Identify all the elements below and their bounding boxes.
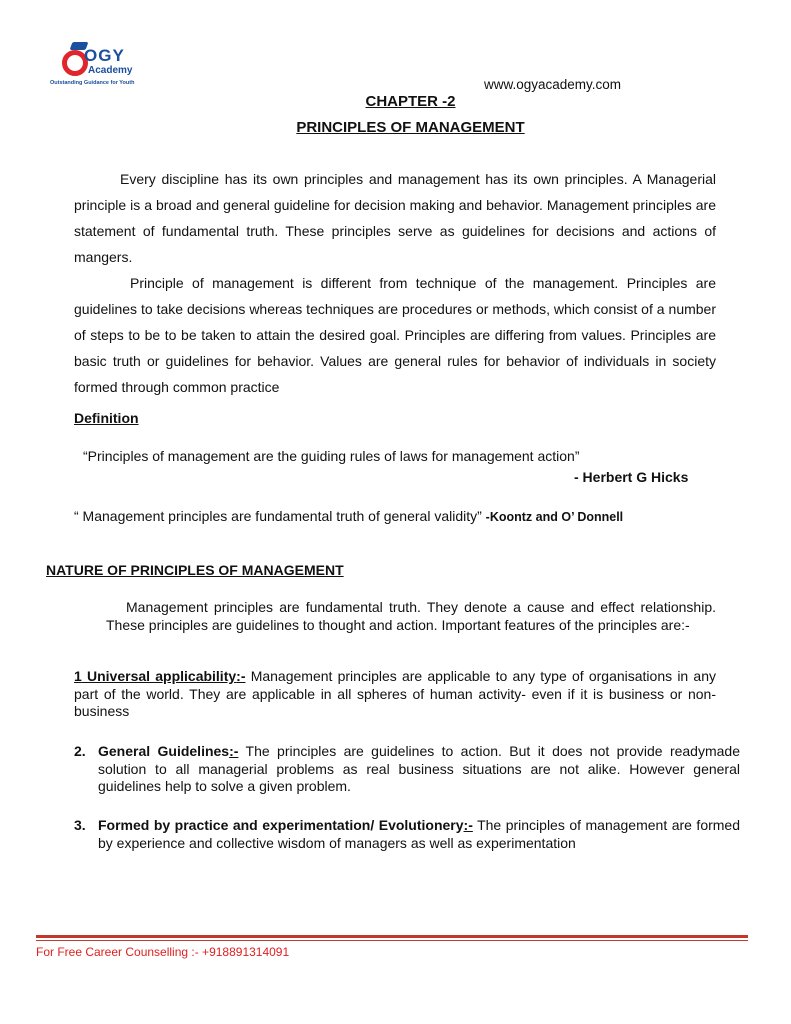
chapter-heading: CHAPTER -2 (365, 93, 456, 110)
nature-heading: NATURE OF PRINCIPLES OF MANAGEMENT (46, 562, 344, 578)
item-separator: :- (236, 668, 246, 684)
website-url: www.ogyacademy.com (484, 77, 622, 92)
definition-heading: Definition (74, 410, 139, 426)
nature-intro-text: Management principles are fundamental truth. They denote a cause and effect relationship. These principles are guidelines to thought and action. Important features of the principles are:- (106, 599, 716, 633)
item-title: Universal applicability (81, 668, 237, 684)
footer-divider-thin (36, 940, 748, 941)
list-item (74, 743, 740, 796)
footer-divider (36, 935, 748, 938)
item-number: 2. (74, 743, 86, 759)
definition-quote-1: “Principles of management are the guiding rules of laws for management action” (83, 448, 580, 464)
item-text: The principles are guidelines to action. But it does not provide readymade solution to all managerial problems as real business situations are not alike. However general guidelines help to solve a given problem. (98, 743, 740, 794)
definition-author-1: - Herbert G Hicks (574, 469, 689, 485)
list-item (74, 817, 740, 852)
item-separator: :- (463, 817, 473, 833)
item-title: Formed by practice and experimentation/ Evolutionery (98, 817, 464, 833)
item-text: The principles of management are formed by experience and collective wisdom of managers as well as experimentation (98, 817, 741, 851)
footer-counselling: For Free Career Counselling :- +918891314091 (36, 945, 290, 959)
item-number: 3. (74, 817, 86, 833)
logo-sub: Academy (88, 65, 133, 76)
intro-section (74, 166, 716, 400)
definition-author-2: -Koontz and O’ Donnell (485, 510, 624, 524)
definition-quote-2: “ Management principles are fundamental truth of general validity” (74, 508, 482, 524)
intro-paragraph-2: Principle of management is different from technique of the management. Principles are guidelines to take decisions whereas techniques are procedures or methods, which consist of a number of steps to be to be taken to attain the desired goal. Principles are differing from values. Principles are basic truth or guidelines for behavior. Values are general rules for behavior of individuals in society formed through common practice (74, 275, 716, 395)
item-title: General Guidelines (98, 743, 230, 759)
ogy-academy-logo (50, 40, 160, 98)
nature-intro (106, 599, 716, 634)
list-item (74, 668, 716, 721)
logo-brand: OGY (84, 46, 125, 65)
intro-paragraph-1: Every discipline has its own principles and management has its own principles. A Managerial principle is a broad and general guideline for decision making and behavior. Management principles are statement of fundamental truth. These principles serve as guidelines for decisions and actions of mangers. (74, 171, 716, 265)
logo-tagline: Outstanding Guidance for Youth (50, 80, 135, 86)
item-separator: :- (229, 743, 239, 759)
item-number: 1 (74, 668, 82, 684)
page-title: PRINCIPLES OF MANAGEMENT (296, 119, 525, 136)
item-text: Management principles are applicable to any type of organisations in any part of the world. They are applicable in all spheres of human activity- even if it is business or non-business (74, 668, 716, 719)
definition-quote-2-line (74, 508, 623, 524)
